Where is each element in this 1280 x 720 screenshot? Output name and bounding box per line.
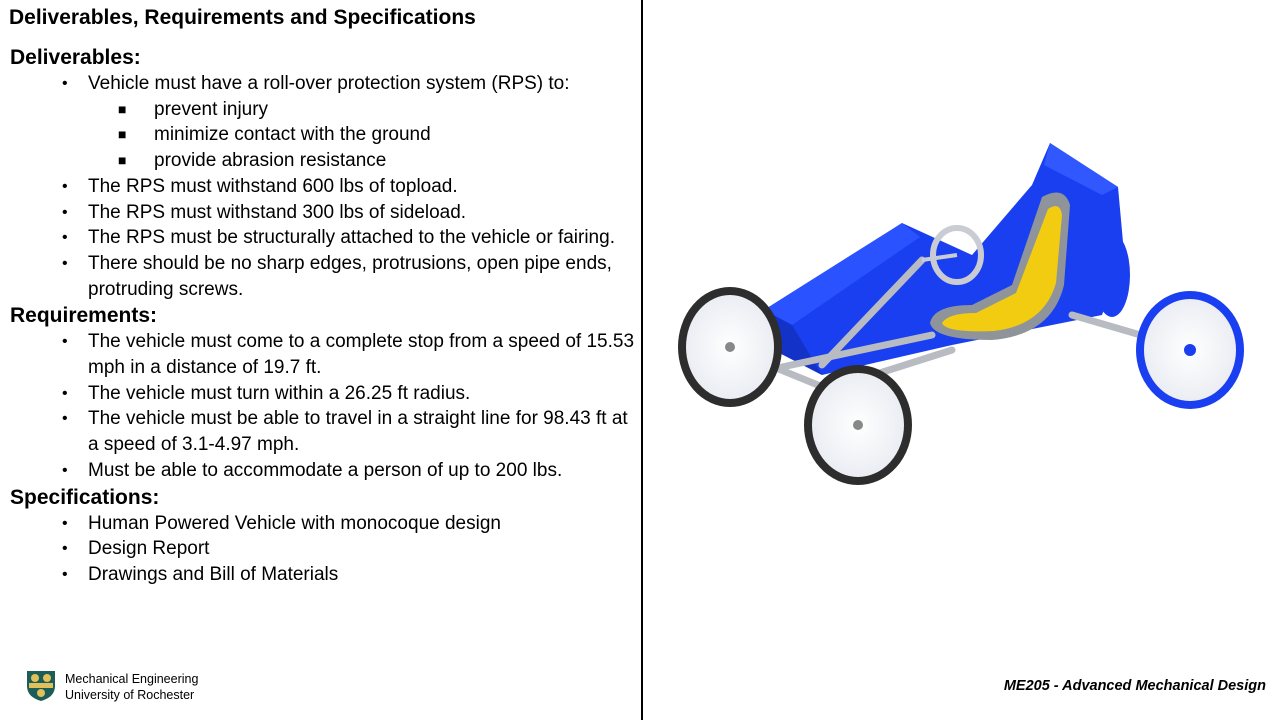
bullet-icon: • — [62, 203, 68, 221]
list-item — [10, 200, 635, 226]
deliverables-list — [10, 71, 635, 302]
department-label — [65, 671, 198, 703]
bullet-icon: • — [62, 75, 68, 92]
list-item-text: The vehicle must come to a complete stop from a speed of 15.53 mph in a distance of 19.7 ft. — [88, 331, 635, 379]
bullet-icon: • — [62, 254, 68, 272]
bullet-icon: • — [62, 461, 68, 479]
list-item-text: The vehicle must be able to travel in a straight line for 98.43 ft at a speed of 3.1-4.97 mph. — [88, 408, 628, 456]
sub-list-item — [10, 148, 635, 174]
slide-title: Deliverables, Requirements and Specifications — [9, 6, 476, 29]
square-bullet-icon: ■ — [118, 126, 127, 143]
list-item — [10, 381, 635, 407]
sub-list-item-text: minimize contact with the ground — [154, 124, 431, 146]
rps-purpose-sublist — [88, 97, 635, 174]
deliverables-heading: Deliverables: — [10, 46, 141, 69]
rear-left-wheel — [1140, 295, 1240, 405]
sub-list-item — [10, 97, 635, 123]
bullet-icon: • — [62, 410, 68, 428]
front-right-wheel — [808, 369, 908, 481]
department-line: Mechanical Engineering — [65, 672, 199, 686]
list-item — [10, 174, 635, 200]
list-item-text: There should be no sharp edges, protrusions, open pipe ends, protruding screws. — [88, 252, 612, 300]
square-bullet-icon: ■ — [118, 152, 127, 169]
university-shield-logo — [24, 668, 58, 702]
square-bullet-icon: ■ — [118, 100, 127, 117]
list-item — [10, 511, 635, 537]
monocoque-fairing — [764, 143, 1124, 375]
bullet-icon: • — [62, 514, 68, 532]
list-item — [10, 225, 635, 251]
list-item — [10, 458, 635, 484]
list-item-text: Human Powered Vehicle with monocoque design — [88, 512, 501, 534]
requirements-heading: Requirements: — [10, 304, 158, 328]
specifications-list — [10, 511, 635, 588]
list-item-text: Drawings and Bill of Materials — [88, 563, 339, 585]
list-item — [10, 562, 635, 588]
sub-list-item-text: prevent injury — [154, 98, 269, 120]
vertical-divider — [641, 0, 643, 720]
bullet-icon: • — [62, 229, 68, 247]
bullet-icon: • — [62, 540, 68, 558]
list-item — [10, 406, 635, 457]
bullet-icon: • — [62, 565, 68, 583]
bullet-icon: • — [62, 177, 68, 195]
list-item-text: Vehicle must have a roll-over protection system (RPS) to: — [88, 73, 570, 94]
specifications-heading: Specifications: — [10, 485, 160, 509]
requirements-list — [10, 329, 635, 483]
course-label: ME205 - Advanced Mechanical Design — [1003, 678, 1266, 694]
list-item-text: The RPS must withstand 600 lbs of topload. — [88, 175, 458, 197]
sub-list-item-text: provide abrasion resistance — [154, 150, 387, 172]
bullet-icon: • — [62, 384, 68, 402]
list-item — [10, 71, 635, 174]
sub-list-item — [10, 122, 635, 148]
bullet-icon: • — [62, 333, 68, 351]
list-item-text: Must be able to accommodate a person of up to 200 lbs. — [88, 459, 563, 481]
vehicle-cad-render — [672, 135, 1252, 495]
list-item-text: The vehicle must turn within a 26.25 ft radius. — [88, 382, 471, 404]
list-item — [10, 536, 635, 562]
content-column — [10, 44, 635, 588]
list-item-text: Design Report — [88, 538, 210, 560]
list-item — [10, 251, 635, 302]
front-left-wheel — [682, 291, 778, 403]
university-line: University of Rochester — [65, 688, 195, 702]
list-item — [10, 329, 635, 380]
list-item-text: The RPS must withstand 300 lbs of sideload. — [88, 201, 467, 223]
list-item-text: The RPS must be structurally attached to the vehicle or fairing. — [88, 227, 615, 249]
